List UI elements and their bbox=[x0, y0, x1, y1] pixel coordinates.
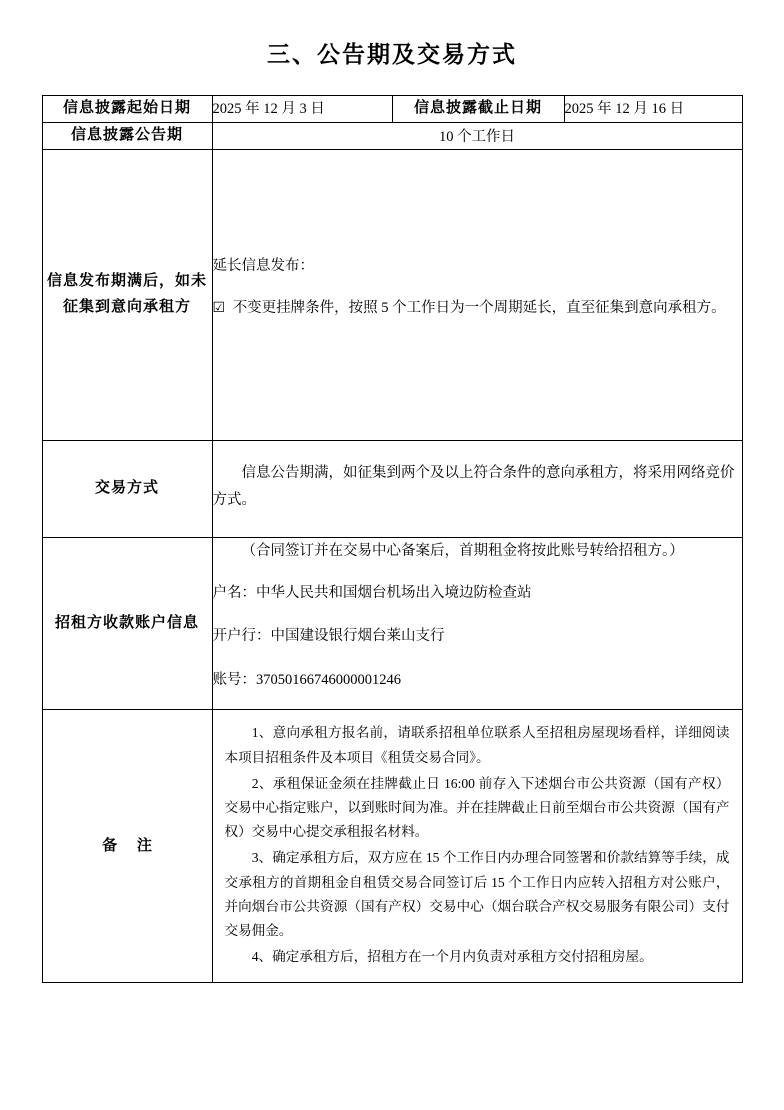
extension-content bbox=[212, 149, 742, 440]
remark-content bbox=[212, 710, 742, 983]
extension-option-text: 不变更挂牌条件，按照 5 个工作日为一个周期延长，直至征集到意向承租方。 bbox=[232, 299, 726, 316]
table-row bbox=[42, 710, 742, 983]
start-date-value: 2025 年 12 月 3 日 bbox=[212, 96, 392, 123]
remark-item: 1、意向承租方报名前，请联系招租单位联系人至招租房屋现场看样，详细阅读本项目招租条件及本项目《租赁交易合同》。 bbox=[224, 725, 730, 765]
account-number-line: 账号：37050166746000001246 bbox=[212, 671, 401, 688]
start-date-label: 信息披露起始日期 bbox=[42, 96, 212, 123]
disclosure-period-value: 10 个工作日 bbox=[212, 123, 742, 150]
end-date-label: 信息披露截止日期 bbox=[392, 96, 564, 123]
remark-item: 3、确定承租方后，双方应在 15 个工作日内办理合同签署和价款结算等手续，成交承租方的首期租金自租赁交易合同签订后 15 个工作日内应转入招租方对公账户，并向烟台市公共资源（国有产权）交易中心（烟台联合产权交易服务有限公司）支付交易佣金。 bbox=[224, 850, 730, 938]
end-date-value: 2025 年 12 月 16 日 bbox=[564, 96, 742, 123]
trade-method-label: 交易方式 bbox=[42, 440, 212, 537]
disclosure-period-label: 信息披露公告期 bbox=[42, 123, 212, 150]
extension-label: 信息发布期满后，如未征集到意向承租方 bbox=[42, 149, 212, 440]
document-page bbox=[0, 36, 784, 1110]
account-bank-line: 开户行：中国建设银行烟台莱山支行 bbox=[212, 628, 445, 645]
remark-label: 备 注 bbox=[42, 710, 212, 983]
remark-item: 4、确定承租方后，招租方在一个月内负责对承租方交付招租房屋。 bbox=[251, 949, 653, 965]
extension-option-row bbox=[213, 294, 742, 322]
account-note: （合同签订并在交易中心备案后，首期租金将按此账号转给招租方。） bbox=[241, 542, 684, 559]
disclosure-table bbox=[42, 95, 743, 983]
table-row bbox=[42, 440, 742, 537]
trade-method-value bbox=[212, 440, 742, 537]
extension-intro: 延长信息发布： bbox=[212, 257, 314, 274]
table-row bbox=[42, 149, 742, 440]
trade-method-text: 信息公告期满，如征集到两个及以上符合条件的意向承租方，将采用网络竞价方式。 bbox=[212, 464, 735, 508]
account-name-line: 户名：中华人民共和国烟台机场出入境边防检查站 bbox=[212, 584, 532, 601]
table-row bbox=[42, 123, 742, 150]
account-label: 招租方收款账户信息 bbox=[42, 537, 212, 710]
remark-item: 2、承租保证金须在挂牌截止日 16:00 前存入下述烟台市公共资源（国有产权）交易中心指定账户，以到账时间为准。并在挂牌截止日前至烟台市公共资源（国有产权）交易中心提交承租报名材料。 bbox=[224, 775, 730, 840]
account-content bbox=[212, 537, 742, 710]
page-title: 三、公告期及交易方式 bbox=[267, 42, 517, 67]
table-row bbox=[42, 96, 742, 123]
checkbox-checked-icon[interactable]: ☑ bbox=[212, 300, 226, 316]
table-row bbox=[42, 537, 742, 710]
